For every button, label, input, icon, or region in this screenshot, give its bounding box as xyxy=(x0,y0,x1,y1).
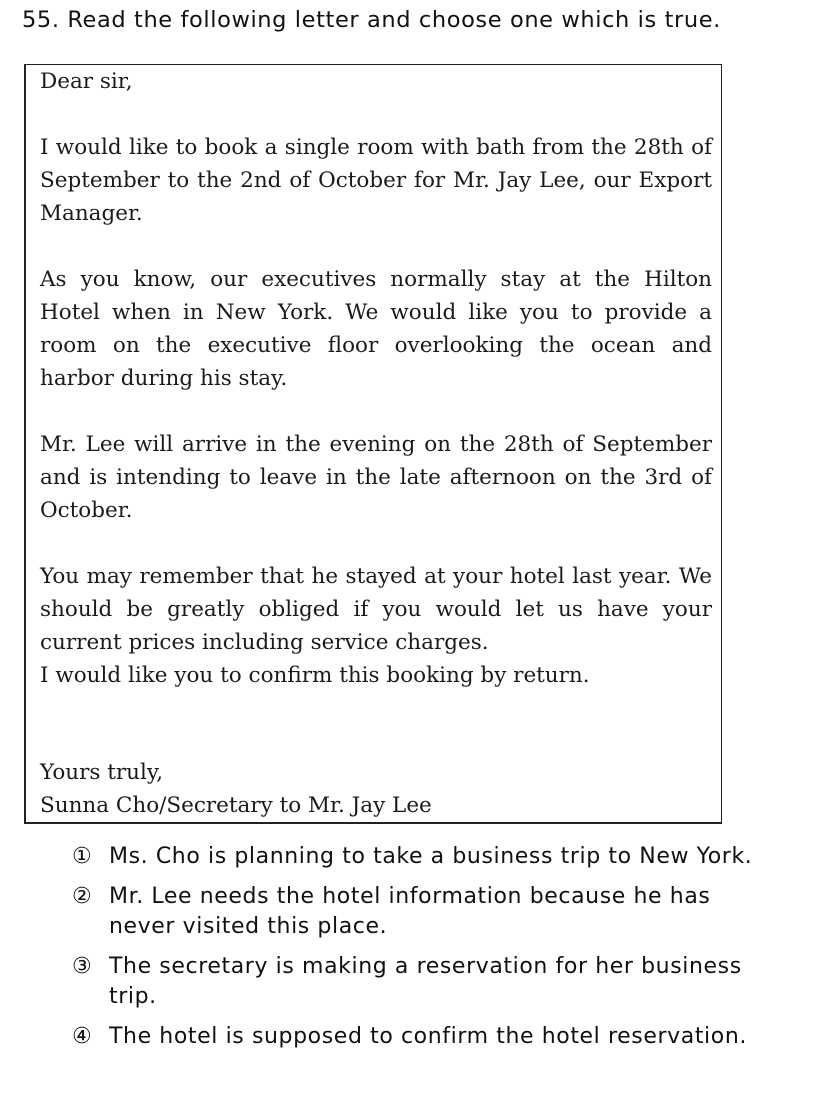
answer-options xyxy=(72,842,772,1062)
option-text: The hotel is supposed to confirm the hotel reservation. xyxy=(109,1024,747,1049)
option-number: ② xyxy=(72,884,93,909)
letter-paragraph-3: Mr. Lee will arrive in the evening on the 28th of September and is intending to leave in the late afternoon on the 3rd of October. xyxy=(40,432,712,523)
option-number: ① xyxy=(72,844,93,869)
letter-closing: Yours truly, xyxy=(40,760,164,785)
letter-paragraph-5: I would like you to confirm this booking by return. xyxy=(40,663,590,688)
option-2[interactable] xyxy=(72,882,772,942)
option-text: Mr. Lee needs the hotel information because he has never visited this place. xyxy=(109,884,711,939)
option-text: Ms. Cho is planning to take a business trip to New York. xyxy=(109,844,753,869)
question-title: 55. Read the following letter and choose one which is true. xyxy=(22,7,721,33)
option-number: ③ xyxy=(72,954,93,979)
option-1[interactable] xyxy=(72,842,772,872)
letter-salutation: Dear sir, xyxy=(40,69,133,94)
letter-paragraph-2: As you know, our executives normally stay at the Hilton Hotel when in New York. We would like you to provide a room on the executive floor overlooking the ocean and harbor during his stay. xyxy=(40,267,712,391)
letter-paragraph-4: You may remember that he stayed at your hotel last year. We should be greatly obliged if you would let us have your current prices including service charges. xyxy=(40,564,712,655)
option-3[interactable] xyxy=(72,952,772,1012)
letter-body xyxy=(40,65,712,822)
option-number: ④ xyxy=(72,1024,93,1049)
option-4[interactable] xyxy=(72,1022,772,1052)
option-text: The secretary is making a reservation for her business trip. xyxy=(109,954,742,1009)
letter-box xyxy=(24,64,722,824)
letter-signature: Sunna Cho/Secretary to Mr. Jay Lee xyxy=(40,793,432,818)
letter-paragraph-1: I would like to book a single room with bath from the 28th of September to the 2nd of October for Mr. Jay Lee, our Export Manager. xyxy=(40,135,712,226)
